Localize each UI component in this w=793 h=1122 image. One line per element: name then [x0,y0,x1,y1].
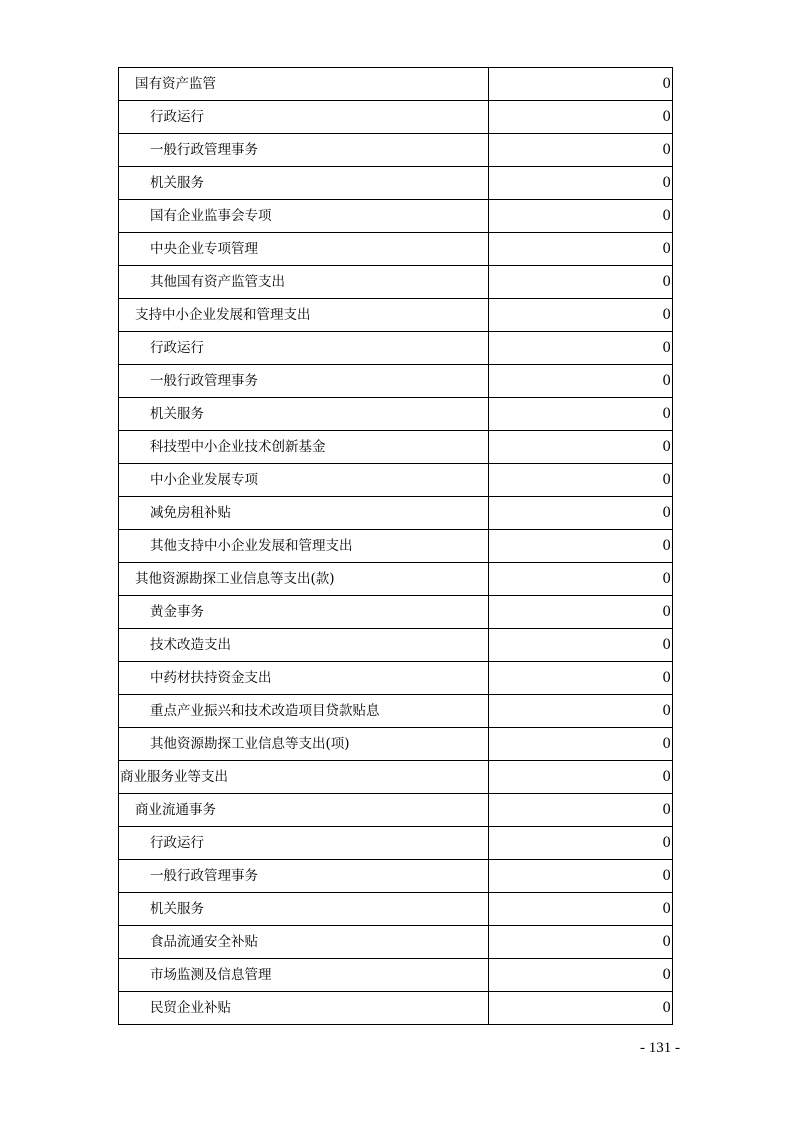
table-row [119,959,673,992]
table-row [119,827,673,860]
table-row [119,101,673,134]
item-name-cell: 重点产业振兴和技术改造项目贷款贴息 [119,695,489,728]
item-name-cell: 市场监测及信息管理 [119,959,489,992]
amount-cell: 0 [489,233,673,266]
item-name-cell: 一般行政管理事务 [119,860,489,893]
amount-cell: 0 [489,629,673,662]
item-name-cell: 机关服务 [119,167,489,200]
item-name-cell: 国有资产监管 [119,68,489,101]
table-row [119,266,673,299]
item-name-cell: 国有企业监事会专项 [119,200,489,233]
item-name-cell: 其他国有资产监管支出 [119,266,489,299]
amount-cell: 0 [489,893,673,926]
item-name-cell: 商业流通事务 [119,794,489,827]
item-name-cell: 商业服务业等支出 [119,761,489,794]
table-row [119,728,673,761]
table-row [119,200,673,233]
table-row [119,695,673,728]
table-row [119,794,673,827]
amount-cell: 0 [489,365,673,398]
table-row [119,893,673,926]
amount-cell: 0 [489,563,673,596]
amount-cell: 0 [489,134,673,167]
amount-cell: 0 [489,332,673,365]
item-name-cell: 黄金事务 [119,596,489,629]
table-row [119,860,673,893]
item-name-cell: 行政运行 [119,332,489,365]
amount-cell: 0 [489,200,673,233]
table-row [119,761,673,794]
amount-cell: 0 [489,695,673,728]
table-row [119,563,673,596]
amount-cell: 0 [489,431,673,464]
item-name-cell: 技术改造支出 [119,629,489,662]
table-row [119,332,673,365]
table-row [119,926,673,959]
budget-table [118,67,673,1025]
table-row [119,662,673,695]
amount-cell: 0 [489,926,673,959]
amount-cell: 0 [489,530,673,563]
amount-cell: 0 [489,761,673,794]
item-name-cell: 中药材扶持资金支出 [119,662,489,695]
table-row [119,431,673,464]
item-name-cell: 行政运行 [119,827,489,860]
item-name-cell: 其他支持中小企业发展和管理支出 [119,530,489,563]
amount-cell: 0 [489,794,673,827]
item-name-cell: 民贸企业补贴 [119,992,489,1025]
amount-cell: 0 [489,860,673,893]
item-name-cell: 行政运行 [119,101,489,134]
table-row [119,530,673,563]
table-row [119,299,673,332]
amount-cell: 0 [489,398,673,431]
item-name-cell: 其他资源勘探工业信息等支出(款) [119,563,489,596]
table-row [119,134,673,167]
amount-cell: 0 [489,68,673,101]
item-name-cell: 一般行政管理事务 [119,365,489,398]
amount-cell: 0 [489,167,673,200]
amount-cell: 0 [489,299,673,332]
amount-cell: 0 [489,662,673,695]
amount-cell: 0 [489,596,673,629]
table-row [119,167,673,200]
table-row [119,68,673,101]
amount-cell: 0 [489,827,673,860]
table-row [119,464,673,497]
budget-table-body [119,68,673,1025]
page-number: - 131 - [640,1040,680,1056]
amount-cell: 0 [489,497,673,530]
table-row [119,233,673,266]
item-name-cell: 机关服务 [119,398,489,431]
table-row [119,365,673,398]
amount-cell: 0 [489,464,673,497]
item-name-cell: 一般行政管理事务 [119,134,489,167]
table-row [119,596,673,629]
item-name-cell: 中央企业专项管理 [119,233,489,266]
item-name-cell: 科技型中小企业技术创新基金 [119,431,489,464]
amount-cell: 0 [489,101,673,134]
amount-cell: 0 [489,266,673,299]
table-row [119,497,673,530]
item-name-cell: 中小企业发展专项 [119,464,489,497]
table-row [119,398,673,431]
item-name-cell: 机关服务 [119,893,489,926]
table-row [119,992,673,1025]
item-name-cell: 减免房租补贴 [119,497,489,530]
amount-cell: 0 [489,992,673,1025]
amount-cell: 0 [489,728,673,761]
table-row [119,629,673,662]
item-name-cell: 支持中小企业发展和管理支出 [119,299,489,332]
item-name-cell: 食品流通安全补贴 [119,926,489,959]
amount-cell: 0 [489,959,673,992]
item-name-cell: 其他资源勘探工业信息等支出(项) [119,728,489,761]
